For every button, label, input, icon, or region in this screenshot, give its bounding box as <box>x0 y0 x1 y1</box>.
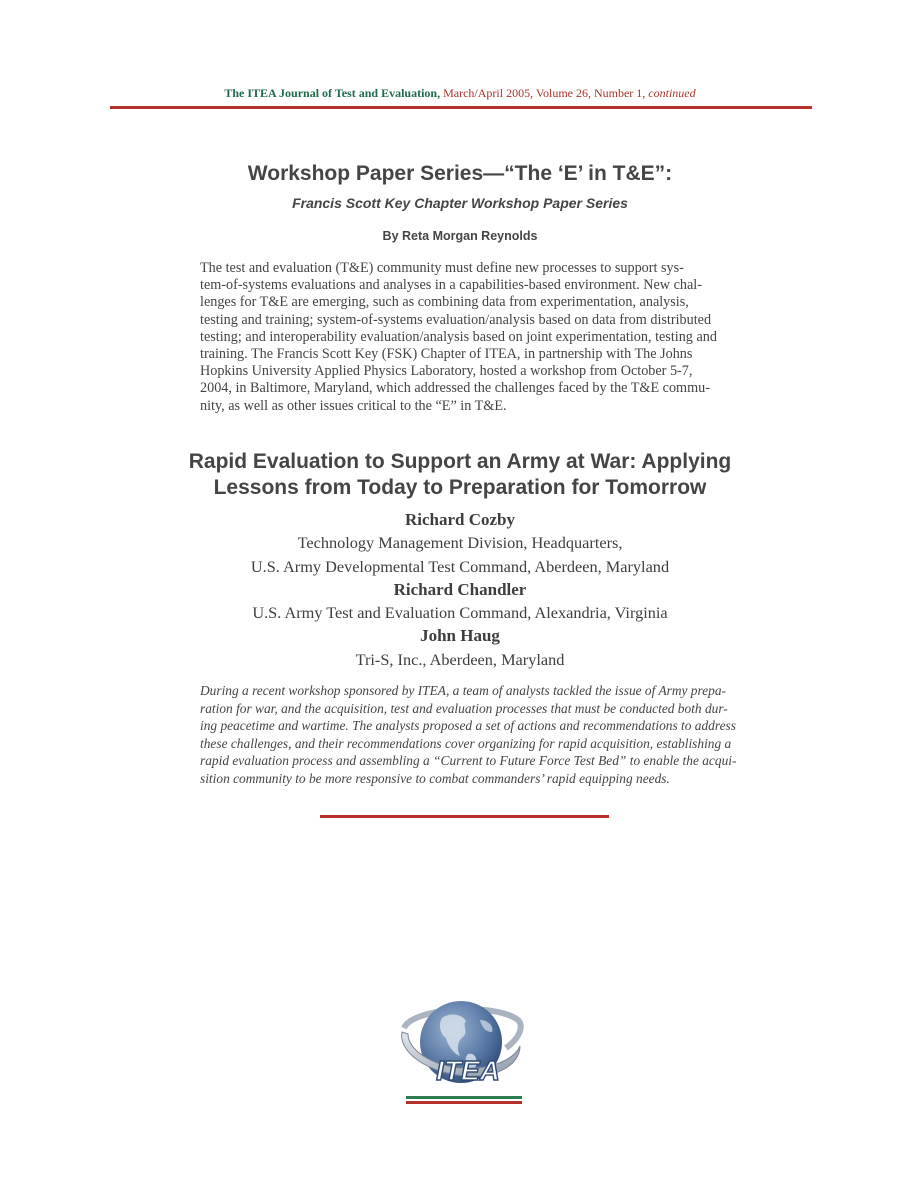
section-divider <box>320 815 609 818</box>
author-block <box>0 508 920 671</box>
series-author: By Reta Morgan Reynolds <box>382 229 538 243</box>
author-name: Richard Chandler <box>393 579 527 599</box>
abstract-line: sition community to be more responsive to combat commanders’ rapid equipping needs. <box>200 770 670 786</box>
series-title: Workshop Paper Series—“The ‘E’ in T&E”: <box>247 162 673 185</box>
author-name: John Haug <box>420 626 500 646</box>
paper-title-line: Lessons from Today to Preparation for Tomorrow <box>213 476 707 499</box>
intro-line: testing and training; system-of-systems evaluation/analysis based on data from distributed <box>200 311 712 328</box>
author-affiliation: U.S. Army Test and Evaluation Command, Alexandria, Virginia <box>252 603 668 623</box>
continued-label: continued <box>648 86 696 100</box>
intro-line: lenges for T&E are emerging, such as combining data from experimentation, analysis, <box>200 294 689 311</box>
logo-stripe-red <box>406 1101 522 1104</box>
abstract-line: rapid evaluation process and assembling a “Current to Future Force Test Bed” to enable the acqui- <box>200 753 737 769</box>
author-name: Richard Cozby <box>404 510 516 529</box>
intro-line: 2004, in Baltimore, Maryland, which addressed the challenges faced by the T&E commu- <box>200 380 710 397</box>
series-subtitle: Francis Scott Key Chapter Workshop Paper Series <box>292 195 628 211</box>
intro-paragraph <box>200 260 722 415</box>
abstract-line: these challenges, and their recommendations cover organizing for rapid acquisition, establishing a <box>200 735 732 751</box>
header-divider <box>110 106 812 109</box>
author-affiliation: Technology Management Division, Headquarters, <box>297 533 623 553</box>
logo-wordmark: ITEA <box>436 1055 500 1086</box>
abstract-line: During a recent workshop sponsored by ITEA, a team of analysts tackled the issue of Army prepa- <box>200 683 727 698</box>
intro-line: tem-of-systems evaluations and analyses in a capabilities-based environment. New chal- <box>200 277 702 294</box>
journal-issue: March/April 2005, Volume 26, Number 1, <box>443 86 646 100</box>
intro-line: nity, as well as other issues critical to the “E” in T&E. <box>200 397 507 414</box>
intro-line: Hopkins University Applied Physics Laboratory, hosted a workshop from October 5-7, <box>200 363 693 380</box>
intro-line: testing; and interoperability evaluation/analysis based on joint experimentation, testing and <box>200 328 717 345</box>
paper-title-line: Rapid Evaluation to Support an Army at War: Applying <box>188 450 732 473</box>
author-affiliation: Tri-S, Inc., Aberdeen, Maryland <box>355 649 565 669</box>
abstract-paragraph <box>200 682 737 788</box>
paper-title <box>0 449 920 501</box>
intro-line: training. The Francis Scott Key (FSK) Chapter of ITEA, in partnership with The Johns <box>200 346 693 363</box>
abstract-line: ing peacetime and wartime. The analysts proposed a set of actions and recommendations to address <box>200 718 736 734</box>
itea-logo <box>398 994 524 1106</box>
journal-header <box>0 86 920 101</box>
logo-stripe-green <box>406 1096 522 1099</box>
author-affiliation: U.S. Army Developmental Test Command, Aberdeen, Maryland <box>250 556 670 576</box>
abstract-line: ration for war, and the acquisition, test and evaluation processes that must be conducted both dur- <box>200 700 728 716</box>
journal-name: The ITEA Journal of Test and Evaluation, <box>224 86 441 100</box>
intro-line: The test and evaluation (T&E) community must define new processes to support sys- <box>200 260 684 276</box>
